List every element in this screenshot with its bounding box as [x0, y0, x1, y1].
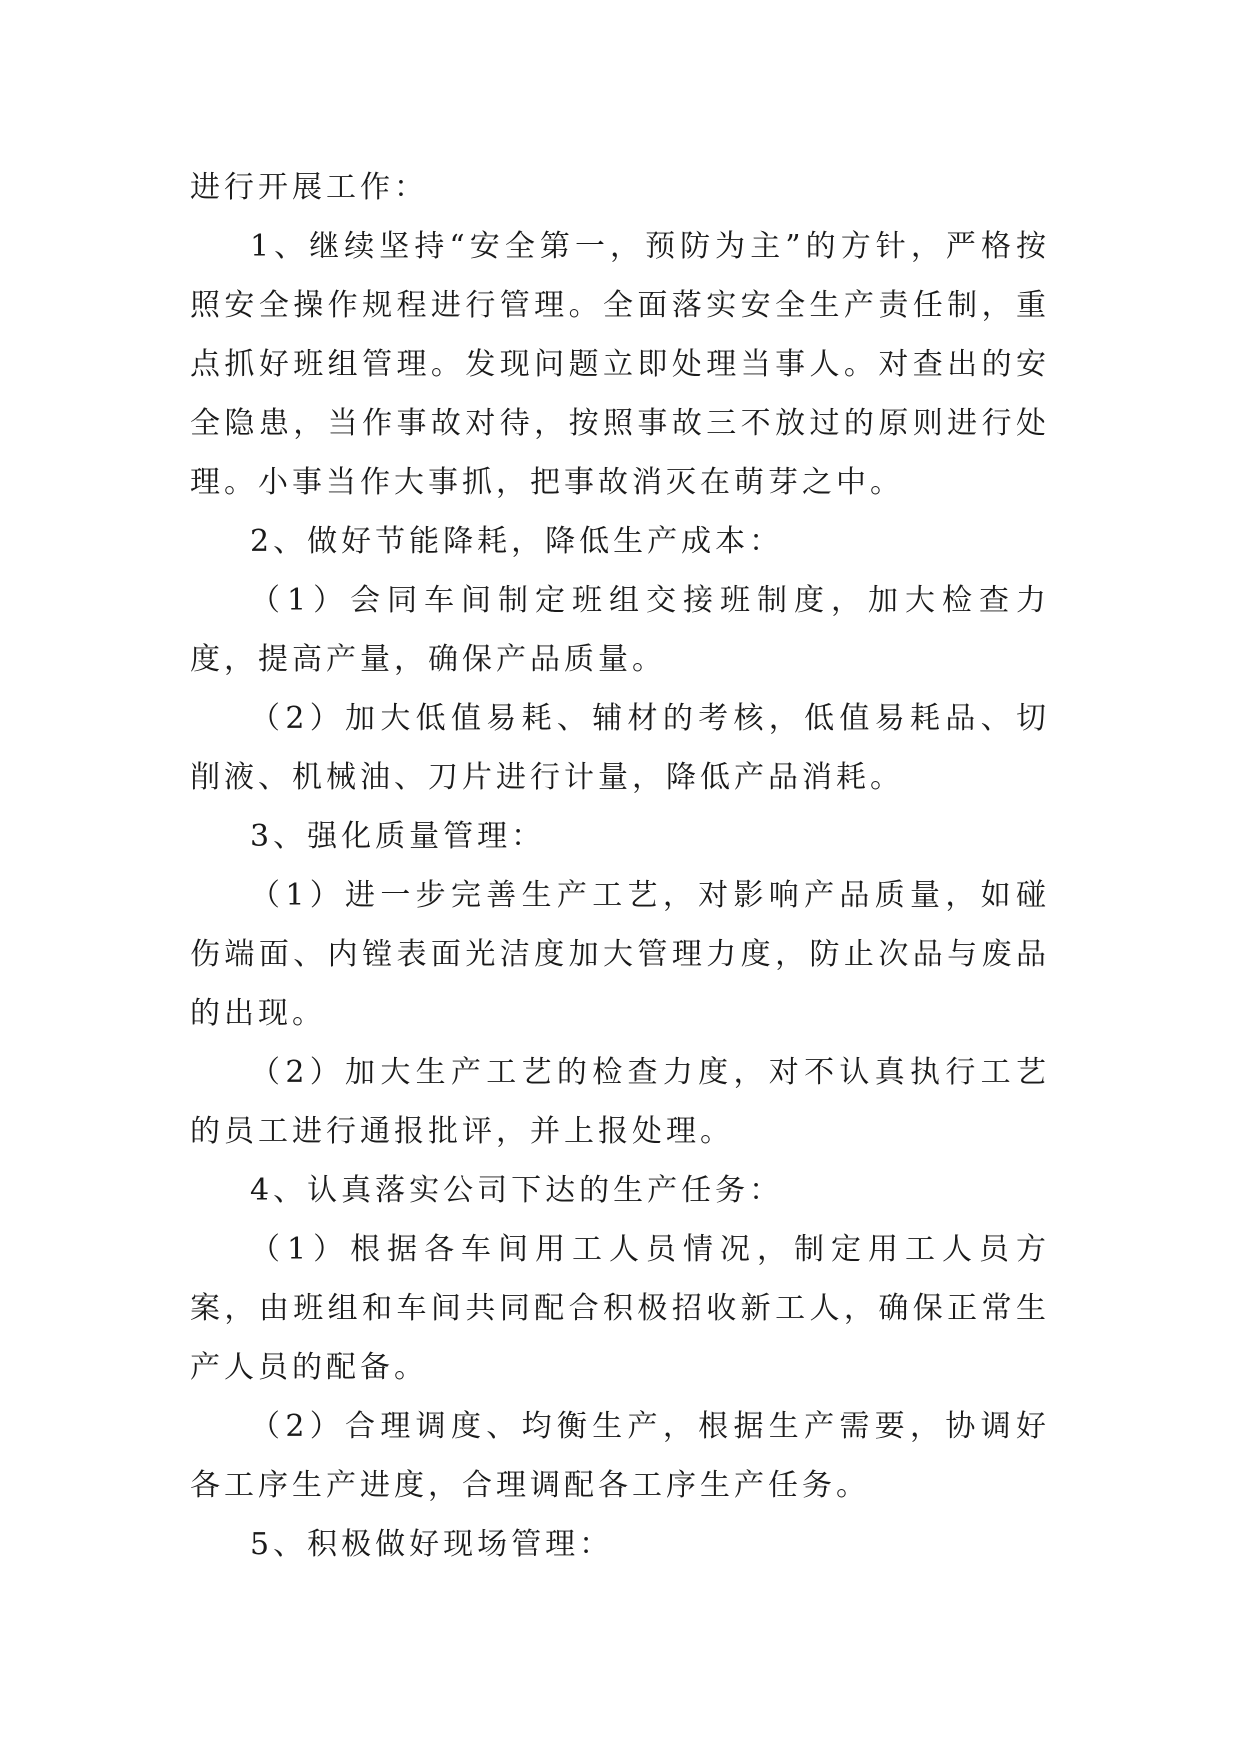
- paragraph-item-1: 1、继续坚持“安全第一，预防为主”的方针，严格按照安全操作规程进行管理。全面落实安全生产责任制，重点抓好班组管理。发现问题立即处理当事人。对查出的安全隐患，当作事故对待，按照事故三不放过的原则进行处理。小事当作大事抓，把事故消灭在萌芽之中。: [190, 229, 1050, 500]
- paragraph-item-3: 3、强化质量管理：: [250, 819, 546, 854]
- paragraph-item-4-2: （2）合理调度、均衡生产，根据生产需要，协调好各工序生产进度，合理调配各工序生产任务。: [190, 1409, 1050, 1503]
- paragraph-item-3-2: （2）加大生产工艺的检查力度，对不认真执行工艺的员工进行通报批评，并上报处理。: [190, 1055, 1050, 1149]
- document-body: [190, 158, 1050, 1574]
- paragraph-item-2-1: （1）会同车间制定班组交接班制度，加大检查力度，提高产量，确保产品质量。: [190, 583, 1050, 677]
- paragraph-item-2-2: （2）加大低值易耗、辅材的考核，低值易耗品、切削液、机械油、刀片进行计量，降低产品消耗。: [190, 701, 1050, 795]
- paragraph-intro: 进行开展工作：: [190, 170, 428, 205]
- paragraph-item-4: 4、认真落实公司下达的生产任务：: [250, 1173, 784, 1208]
- paragraph-item-5: 5、积极做好现场管理：: [250, 1527, 614, 1562]
- paragraph-item-4-1: （1）根据各车间用工人员情况，制定用工人员方案，由班组和车间共同配合积极招收新工人，确保正常生产人员的配备。: [190, 1232, 1050, 1385]
- paragraph-item-3-1: （1）进一步完善生产工艺，对影响产品质量，如碰伤端面、内镗表面光洁度加大管理力度，防止次品与废品的出现。: [190, 878, 1050, 1031]
- paragraph-item-2: 2、做好节能降耗，降低生产成本：: [250, 524, 784, 559]
